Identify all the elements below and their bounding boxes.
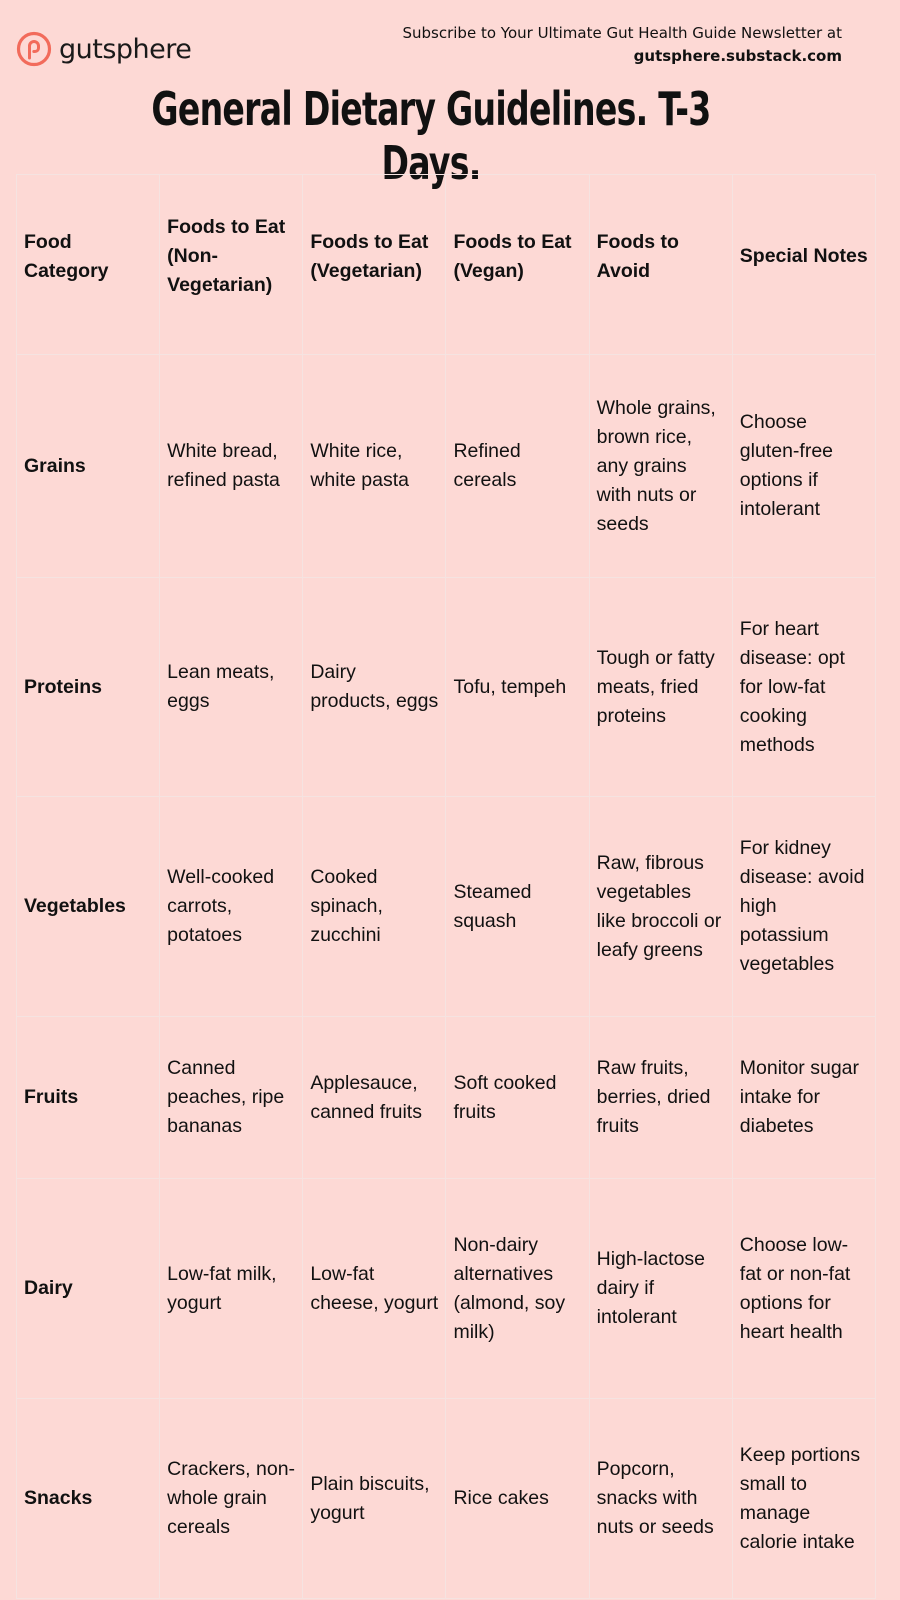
subscribe-note <box>402 22 842 68</box>
table-cell: Crackers, non-whole grain cereals <box>160 1399 303 1599</box>
table-cell: For heart disease: opt for low-fat cooking methods <box>732 578 875 797</box>
table-row <box>17 1017 876 1179</box>
column-header: Food Category <box>17 175 160 355</box>
table-cell: Canned peaches, ripe bananas <box>160 1017 303 1179</box>
table-cell: Monitor sugar intake for diabetes <box>732 1017 875 1179</box>
column-header: Special Notes <box>732 175 875 355</box>
table-cell: Tough or fatty meats, fried proteins <box>589 578 732 797</box>
table-cell: White rice, white pasta <box>303 355 446 578</box>
subscribe-text: Subscribe to Your Ultimate Gut Health Guide Newsletter at <box>402 24 842 42</box>
page-title: General Dietary Guidelines. T-3 Days. <box>151 82 711 190</box>
table-cell: Well-cooked carrots, potatoes <box>160 797 303 1017</box>
category-cell: Fruits <box>17 1017 160 1179</box>
logo[interactable] <box>16 31 191 67</box>
table-cell: Non-dairy alternatives (almond, soy milk) <box>446 1179 589 1399</box>
table-cell: White bread, refined pasta <box>160 355 303 578</box>
table-cell: Raw, fibrous vegetables like broccoli or leafy greens <box>589 797 732 1017</box>
table-cell: Choose gluten-free options if intolerant <box>732 355 875 578</box>
logo-text: gutsphere <box>59 33 192 65</box>
table-cell: High-lactose dairy if intolerant <box>589 1179 732 1399</box>
table-cell: Keep portions small to manage calorie intake <box>732 1399 875 1599</box>
table-cell: Rice cakes <box>446 1399 589 1599</box>
table-cell: Refined cereals <box>446 355 589 578</box>
table-cell: Low-fat cheese, yogurt <box>303 1179 446 1399</box>
category-cell: Proteins <box>17 578 160 797</box>
table-cell: Soft cooked fruits <box>446 1017 589 1179</box>
table-row <box>17 1399 876 1599</box>
column-header: Foods to Eat (Vegetarian) <box>303 175 446 355</box>
table-row <box>17 355 876 578</box>
category-cell: Grains <box>17 355 160 578</box>
column-header: Foods to Eat (Non-Vegetarian) <box>160 175 303 355</box>
table-row <box>17 578 876 797</box>
table-cell: Dairy products, eggs <box>303 578 446 797</box>
newsletter-link[interactable]: gutsphere.substack.com <box>633 47 842 65</box>
column-header: Foods to Eat (Vegan) <box>446 175 589 355</box>
table-cell: For kidney disease: avoid high potassium vegetables <box>732 797 875 1017</box>
category-cell: Snacks <box>17 1399 160 1599</box>
header <box>0 0 900 90</box>
table-cell: Whole grains, brown rice, any grains with nuts or seeds <box>589 355 732 578</box>
gutsphere-logo-icon <box>16 31 52 67</box>
category-cell: Vegetables <box>17 797 160 1017</box>
table-cell: Plain biscuits, yogurt <box>303 1399 446 1599</box>
table-cell: Tofu, tempeh <box>446 578 589 797</box>
table-cell: Steamed squash <box>446 797 589 1017</box>
table-cell: Popcorn, snacks with nuts or seeds <box>589 1399 732 1599</box>
table-cell: Applesauce, canned fruits <box>303 1017 446 1179</box>
table-cell: Lean meats, eggs <box>160 578 303 797</box>
table-cell: Choose low-fat or non-fat options for heart health <box>732 1179 875 1399</box>
table-cell: Low-fat milk, yogurt <box>160 1179 303 1399</box>
table-row <box>17 797 876 1017</box>
category-cell: Dairy <box>17 1179 160 1399</box>
table-header-row <box>17 175 876 355</box>
column-header: Foods to Avoid <box>589 175 732 355</box>
table-cell: Raw fruits, berries, dried fruits <box>589 1017 732 1179</box>
table-row <box>17 1179 876 1399</box>
guidelines-table <box>16 174 876 1599</box>
table-cell: Cooked spinach, zucchini <box>303 797 446 1017</box>
